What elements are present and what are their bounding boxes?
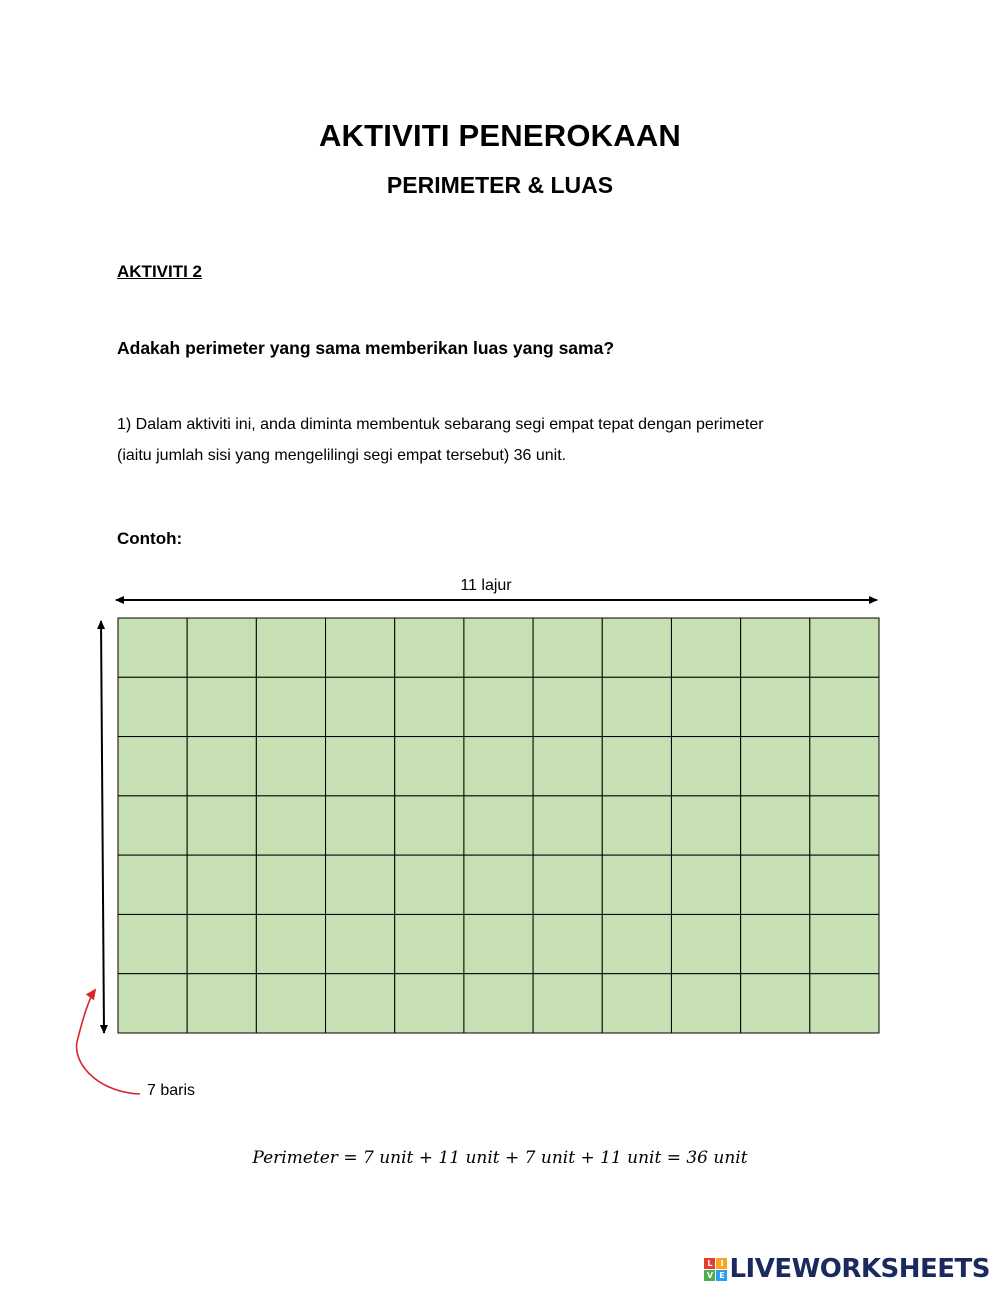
grid-cell (326, 796, 395, 855)
logo-letter: E (716, 1270, 727, 1281)
grid-cell (741, 974, 810, 1033)
grid-cell (810, 796, 879, 855)
grid-cell (187, 618, 256, 677)
grid-cell (602, 974, 671, 1033)
grid-cell (256, 914, 325, 973)
grid-cell (671, 974, 740, 1033)
grid-cell (464, 677, 533, 736)
grid-cell (810, 974, 879, 1033)
grid-cell (602, 914, 671, 973)
grid-cell (464, 914, 533, 973)
grid-cell (187, 855, 256, 914)
grid-cell (395, 737, 464, 796)
grid-cell (671, 855, 740, 914)
logo-mark-icon (704, 1258, 727, 1281)
grid-cell (810, 618, 879, 677)
instruction-line-2: (iaitu jumlah sisi yang mengelilingi segi empat tersebut) 36 unit. (117, 447, 567, 464)
instruction-line-1: 1) Dalam aktiviti ini, anda diminta membentuk sebarang segi empat tepat dengan perimeter (117, 416, 764, 433)
grid-cell (395, 796, 464, 855)
grid-cell (187, 796, 256, 855)
grid-cell (602, 677, 671, 736)
grid-cell (464, 796, 533, 855)
grid-cell (533, 974, 602, 1033)
grid-cells (118, 618, 879, 1033)
grid-cell (395, 855, 464, 914)
activity-label: AKTIVITI 2 (117, 262, 203, 281)
grid-cell (256, 737, 325, 796)
grid-cell (810, 855, 879, 914)
columns-label: 11 lajur (460, 577, 512, 594)
page-subtitle: PERIMETER & LUAS (386, 172, 614, 198)
grid-cell (602, 855, 671, 914)
grid-cell (741, 855, 810, 914)
grid-cell (602, 618, 671, 677)
logo-text: LIVEWORKSHEETS (729, 1254, 990, 1284)
grid-cell (464, 618, 533, 677)
grid-cell (187, 974, 256, 1033)
grid-cell (810, 677, 879, 736)
grid-cell (395, 677, 464, 736)
grid-cell (187, 677, 256, 736)
grid-cell (533, 618, 602, 677)
rows-callout-arrow (77, 990, 140, 1094)
grid-cell (256, 677, 325, 736)
grid-cell (533, 914, 602, 973)
rows-label: 7 baris (147, 1082, 196, 1099)
grid-cell (533, 677, 602, 736)
grid-cell (187, 737, 256, 796)
instruction-paragraph (117, 409, 877, 471)
grid-cell (741, 914, 810, 973)
grid-cell (671, 737, 740, 796)
grid-cell (118, 677, 187, 736)
grid-cell (118, 618, 187, 677)
grid-cell (256, 974, 325, 1033)
logo-letter: V (704, 1270, 715, 1281)
grid-cell (118, 974, 187, 1033)
grid-cell (326, 677, 395, 736)
grid-cell (602, 737, 671, 796)
grid-cell (395, 974, 464, 1033)
logo-letter: L (704, 1258, 715, 1269)
activity-question: Adakah perimeter yang sama memberikan luas yang sama? (117, 338, 615, 358)
grid-cell (256, 855, 325, 914)
example-label: Contoh: (117, 529, 183, 548)
grid-cell (533, 855, 602, 914)
grid-cell (118, 914, 187, 973)
grid-cell (671, 796, 740, 855)
grid-cell (326, 737, 395, 796)
grid-cell (395, 618, 464, 677)
grid-cell (533, 796, 602, 855)
grid-cell (256, 618, 325, 677)
grid-cell (810, 737, 879, 796)
grid-cell (326, 855, 395, 914)
grid-cell (464, 974, 533, 1033)
logo-letter: I (716, 1258, 727, 1269)
grid-cell (118, 737, 187, 796)
grid-cell (187, 914, 256, 973)
grid-cell (118, 855, 187, 914)
grid-cell (326, 914, 395, 973)
grid-cell (671, 618, 740, 677)
page-title: AKTIVITI PENEROKAAN (318, 118, 682, 153)
grid-cell (118, 796, 187, 855)
grid-cell (464, 855, 533, 914)
grid-cell (326, 618, 395, 677)
liveworksheets-logo (704, 1254, 990, 1284)
grid-cell (256, 796, 325, 855)
grid-cell (602, 796, 671, 855)
perimeter-formula: Perimeter = 7 unit + 11 unit + 7 unit + 11 unit = 36 unit (252, 1148, 748, 1168)
grid-cell (810, 914, 879, 973)
grid-cell (741, 618, 810, 677)
grid-cell (464, 737, 533, 796)
grid-cell (741, 796, 810, 855)
grid-cell (395, 914, 464, 973)
grid-cell (671, 677, 740, 736)
rows-arrow (101, 621, 104, 1033)
grid-cell (533, 737, 602, 796)
grid-cell (741, 737, 810, 796)
grid-cell (326, 974, 395, 1033)
grid-cell (741, 677, 810, 736)
grid-cell (671, 914, 740, 973)
